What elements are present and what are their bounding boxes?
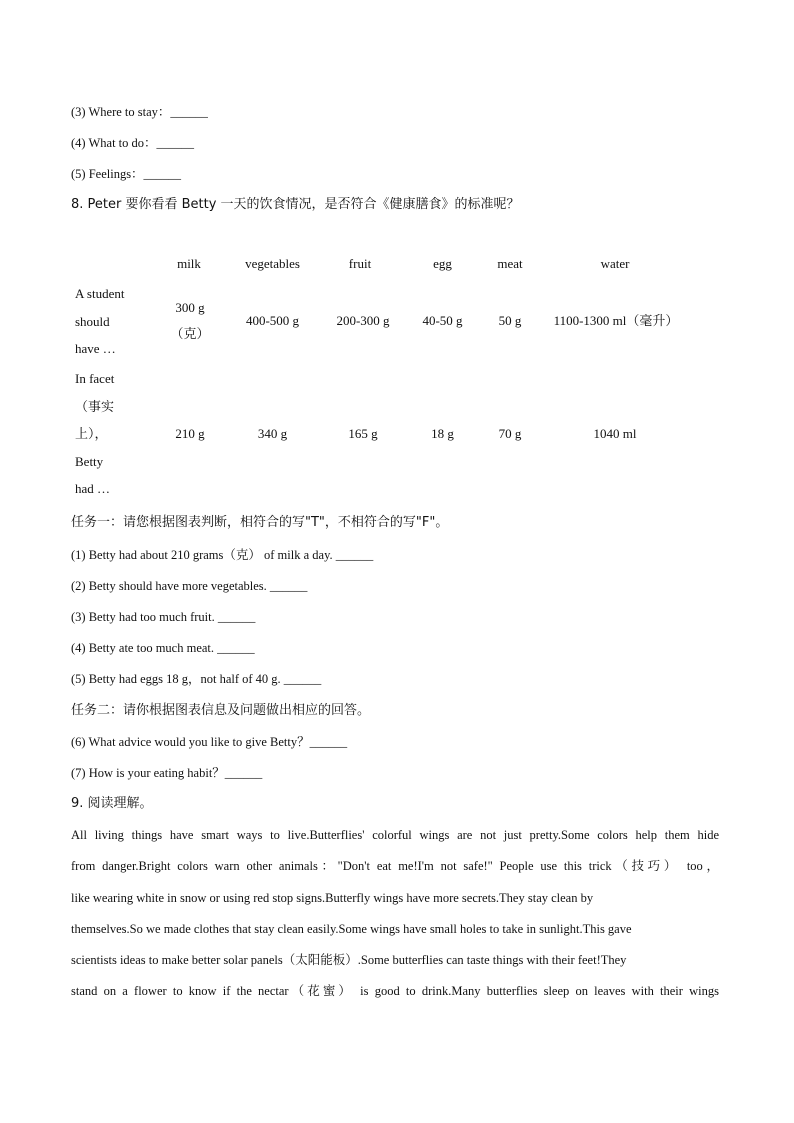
task1-item-2: (2) Betty should have more vegetables. ______ [71, 579, 308, 593]
cell-vegetables-actual: 340 g [257, 426, 288, 441]
row-label-line: have … [75, 341, 116, 356]
cell-water-should: 1100-1300 ml（毫升） [553, 313, 679, 328]
task2-item-6: (6) What advice would you like to give Betty？______ [71, 735, 348, 749]
row-label-line: In facet [75, 371, 115, 386]
header-meat: meat [497, 256, 523, 271]
cell-water-actual: 1040 ml [593, 426, 637, 441]
row-label-in-fact [75, 365, 145, 503]
row-label-line: Betty [75, 453, 104, 469]
task2-title: 任务二：请你根据图表信息及问题做出相应的回答。 [71, 703, 371, 718]
question-4-what-to-do: (4) What to do：______ [71, 136, 195, 150]
task1-item-5: (5) Betty had eggs 18 g，not half of 40 g. ______ [71, 672, 322, 686]
passage-line-4: themselves.So we made clothes that stay clean easily.Some wings have small holes to take in sunlight.This gave [71, 922, 632, 936]
row-label-line: had … [75, 481, 111, 496]
row-label-line: （事实 [75, 398, 115, 414]
passage-line-5: scientists ideas to make better solar panels（太阳能板）.Some butterflies can taste things with their feet!They [71, 953, 627, 967]
cell-fruit-should: 200-300 g [336, 313, 390, 328]
row-label-should-have [75, 280, 145, 363]
question-8-heading: 8. Peter 要你看看 Betty 一天的饮食情况，是否符合《健康膳食》的标准呢？ [71, 197, 520, 212]
task1-item-3: (3) Betty had too much fruit. ______ [71, 610, 256, 624]
question-5-feelings: (5) Feelings：______ [71, 167, 182, 181]
question-3-where-to-stay: (3) Where to stay：______ [71, 105, 208, 119]
cell-vegetables-should: 400-500 g [245, 313, 300, 328]
cell-egg-should: 40-50 g [422, 313, 463, 328]
task1-item-4: (4) Betty ate too much meat. ______ [71, 641, 255, 655]
cell-egg-actual: 18 g [431, 426, 454, 441]
task1-title: 任务一：请您根据图表判断，相符合的写"T"，不相符合的写"F"。 [71, 515, 449, 530]
cell-fruit-actual: 165 g [348, 426, 378, 441]
header-milk: milk [177, 256, 201, 271]
row-label-line: should [75, 313, 110, 329]
cell-milk-actual: 210 g [175, 426, 205, 441]
passage-line-3: like wearing white in snow or using red stop signs.Butterfly wings have more secrets.They stay clean by [71, 891, 594, 905]
task2-item-7: (7) How is your eating habit？______ [71, 766, 263, 780]
header-vegetables: vegetables [245, 256, 300, 271]
passage-line-2: from danger.Bright colors warn other animals："Don't eat me!I'm not safe!" People use this trick（技巧） too， [71, 859, 719, 873]
row-label-line: A student [75, 286, 125, 301]
cell-meat-should: 50 g [498, 313, 522, 328]
cell-milk-unit: （克） [170, 326, 210, 341]
question-9-heading: 9. 阅读理解。 [71, 796, 153, 811]
cell-milk-should: 300 g [175, 300, 205, 315]
header-egg: egg [433, 256, 452, 271]
row-label-line: 上）， [75, 426, 108, 441]
task1-item-1: (1) Betty had about 210 grams（克） of milk a day. ______ [71, 548, 374, 562]
cell-meat-actual: 70 g [498, 426, 522, 441]
passage-line-6: stand on a flower to know if the nectar（花蜜） is good to drink.Many butterflies sleep on leaves with their wings [71, 984, 719, 998]
header-fruit: fruit [348, 256, 372, 271]
passage-line-1: All living things have smart ways to live.Butterflies' colorful wings are not just pretty.Some colors help them hide [71, 828, 719, 842]
header-water: water [600, 256, 630, 271]
